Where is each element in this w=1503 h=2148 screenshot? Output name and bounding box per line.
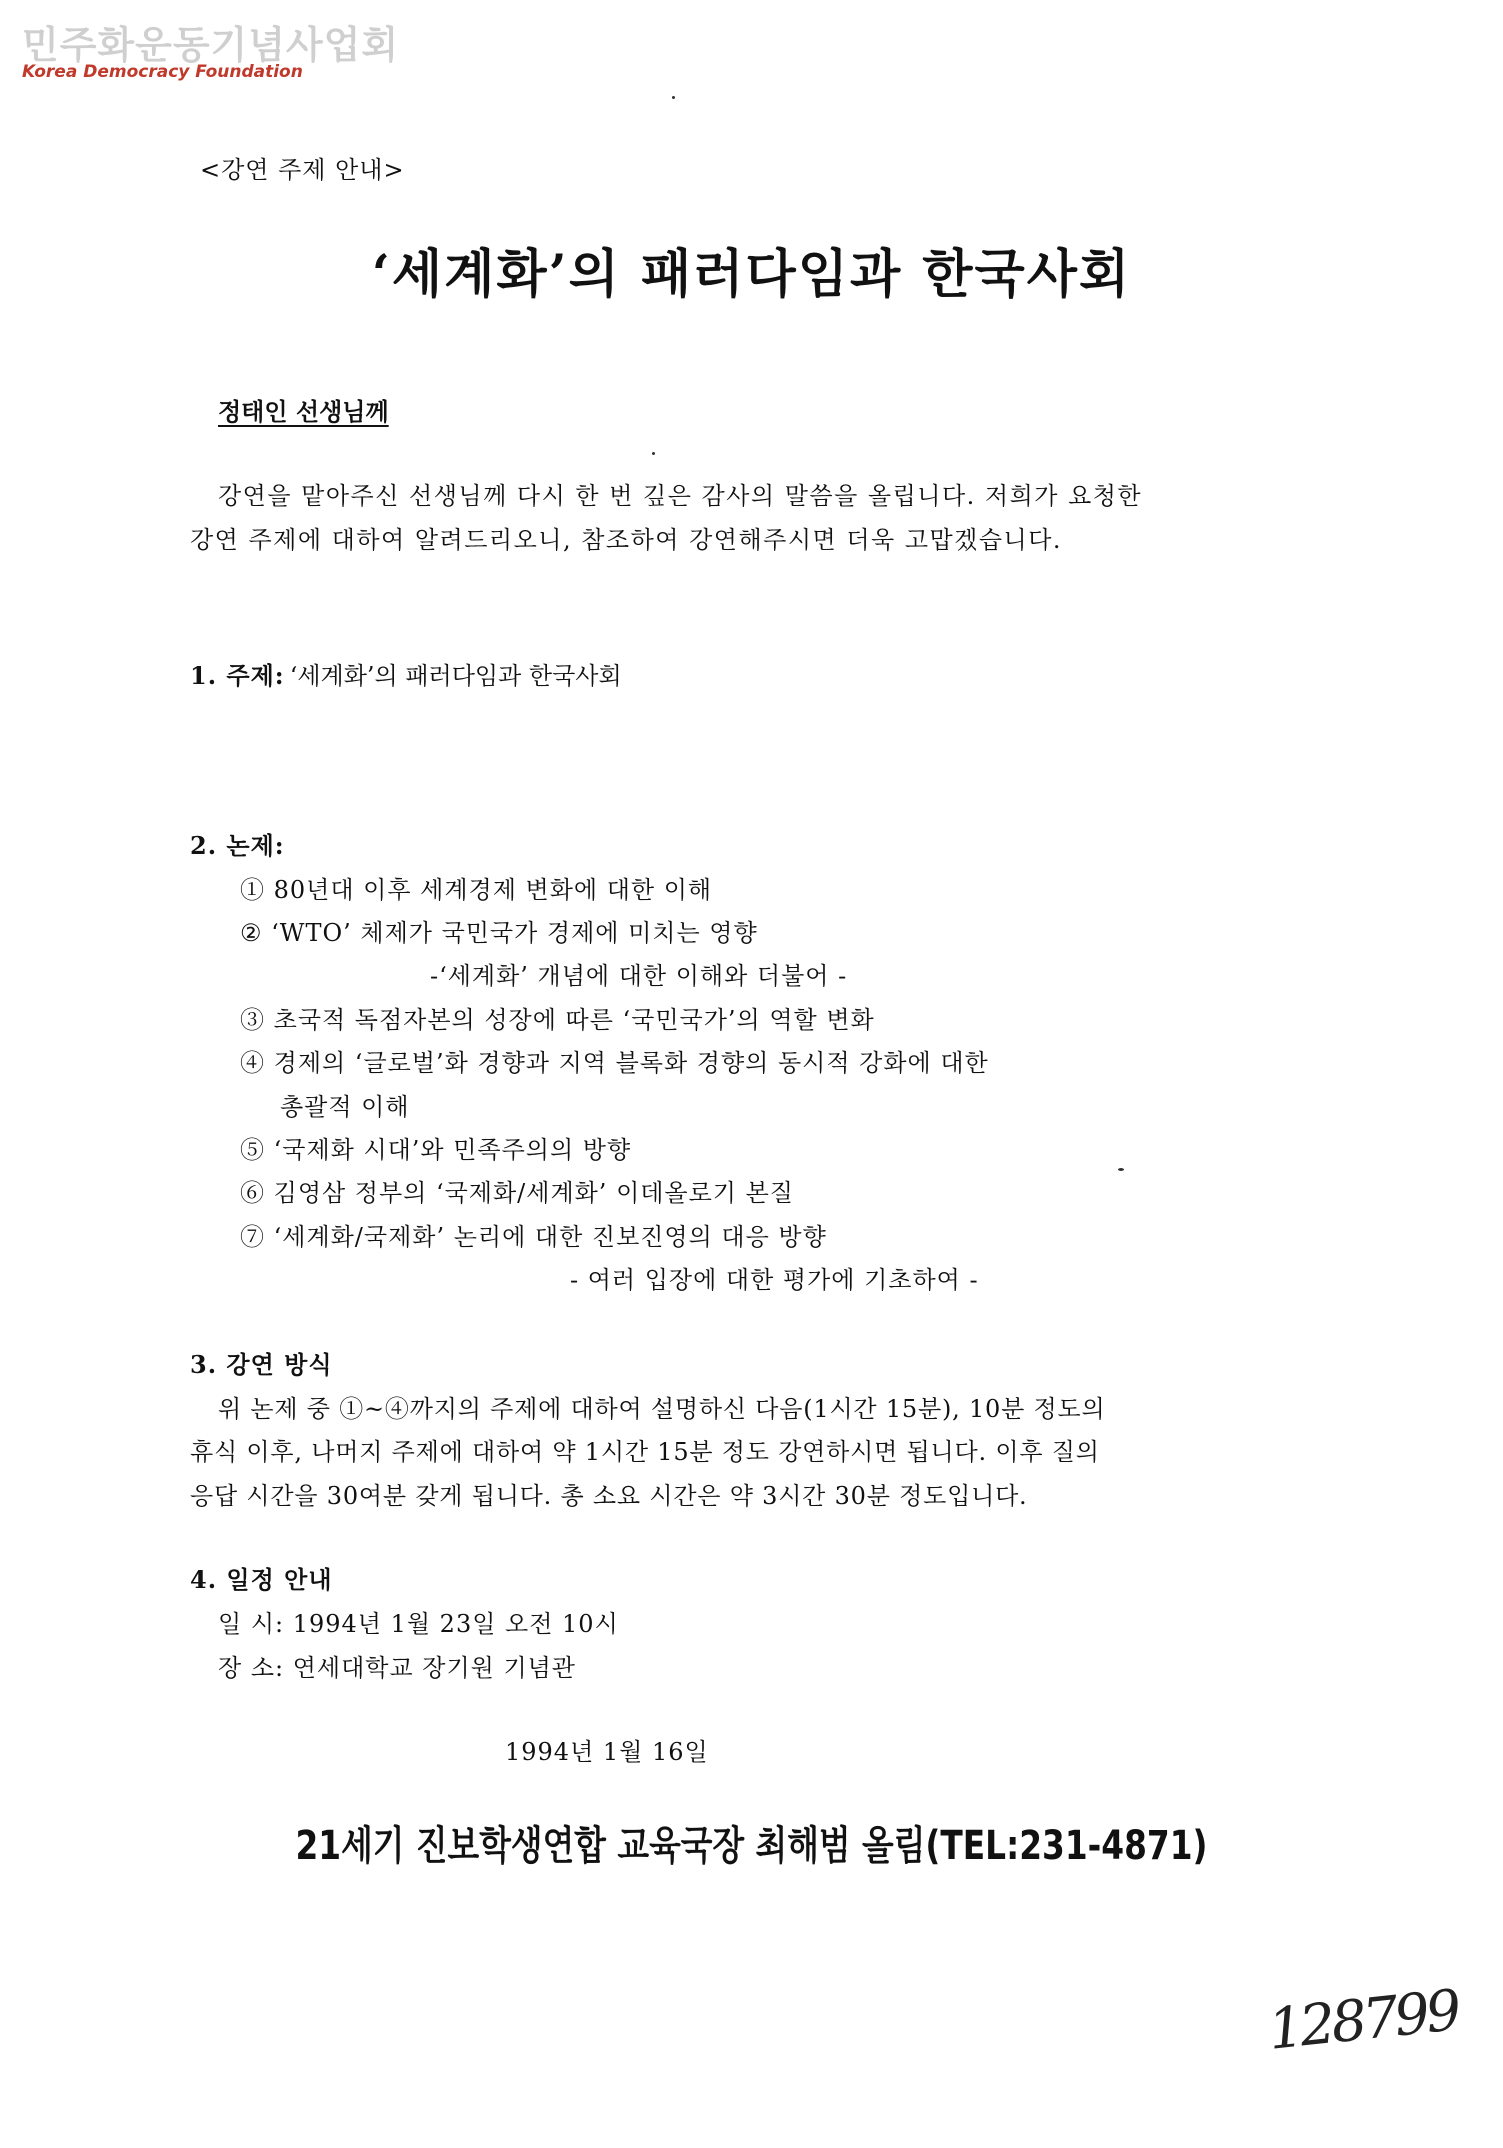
method-line: 위 논제 중 ①~④까지의 주제에 대하여 설명하신 다음(1시간 15분), 10분 정도의 (218, 1395, 1106, 1423)
recipient: 정태인 선생님께 (218, 397, 389, 426)
watermark-logo-korean: 민주화운동기념사업회 (22, 23, 400, 67)
method-line: 휴식 이후, 나머지 주제에 대하여 약 1시간 15분 정도 강연하시면 됩니다. 이후 질의 (190, 1438, 1100, 1466)
thesis-subnote: - 여러 입장에 대한 평가에 기초하여 - (570, 1266, 979, 1294)
thesis-item: ⑤ ‘국제화 시대’와 민족주의의 방향 (240, 1136, 632, 1164)
section-3-heading: 3. 강연 방식 (190, 1350, 333, 1379)
thesis-item: ② ‘WTO’ 체제가 국민국가 경제에 미치는 영향 (240, 919, 758, 947)
signature-line: 21세기 진보학생연합 교육국장 최해범 올림(TEL:231-4871) (295, 1823, 1208, 1869)
thesis-item: ① 80년대 이후 세계경제 변화에 대한 이해 (240, 876, 713, 904)
intro-label: <강연 주제 안내> (200, 156, 405, 184)
thesis-item: ④ 경제의 ‘글로벌’화 경향과 지역 블록화 경향의 동시적 강화에 대한 (240, 1049, 989, 1077)
section-4-heading: 4. 일정 안내 (190, 1565, 333, 1594)
schedule-place: 장 소: 연세대학교 장기원 기념관 (218, 1654, 576, 1682)
thesis-subnote: -‘세계화’ 개념에 대한 이해와 더불어 - (430, 962, 848, 990)
scan-speck (1118, 1168, 1124, 1171)
section-1 (190, 656, 622, 691)
thesis-item-continued: 총괄적 이해 (280, 1093, 410, 1121)
section-1-topic: ‘세계화’의 패러다임과 한국사회 (289, 662, 622, 690)
scan-speck (652, 452, 655, 455)
method-line: 응답 시간을 30여분 갖게 됩니다. 총 소요 시간은 약 3시간 30분 정도입니다. (190, 1482, 1028, 1510)
document-title: ‘세계화’의 패러다임과 한국사회 (371, 244, 1132, 305)
thesis-item: ⑥ 김영삼 정부의 ‘국제화/세계화’ 이데올로기 본질 (240, 1179, 794, 1207)
scan-speck (672, 96, 675, 99)
watermark-logo-english: Korea Democracy Foundation (22, 62, 303, 82)
thesis-item: ⑦ ‘세계화/국제화’ 논리에 대한 진보진영의 대응 방향 (240, 1223, 827, 1251)
section-2-heading: 2. 논제: (190, 831, 285, 860)
issue-date: 1994년 1월 16일 (505, 1738, 709, 1766)
greeting-line-1: 강연을 맡아주신 선생님께 다시 한 번 깊은 감사의 말씀을 올립니다. 저희가 요청한 (218, 482, 1143, 510)
handwritten-archive-number: 128799 (1265, 1978, 1461, 2063)
greeting-line-2: 강연 주제에 대하여 알려드리오니, 참조하여 강연해주시면 더욱 고맙겠습니다. (190, 526, 1063, 554)
schedule-date: 일 시: 1994년 1월 23일 오전 10시 (218, 1610, 619, 1638)
thesis-item: ③ 초국적 독점자본의 성장에 따른 ‘국민국가’의 역할 변화 (240, 1006, 875, 1034)
section-1-heading: 1. 주제: (190, 661, 285, 690)
